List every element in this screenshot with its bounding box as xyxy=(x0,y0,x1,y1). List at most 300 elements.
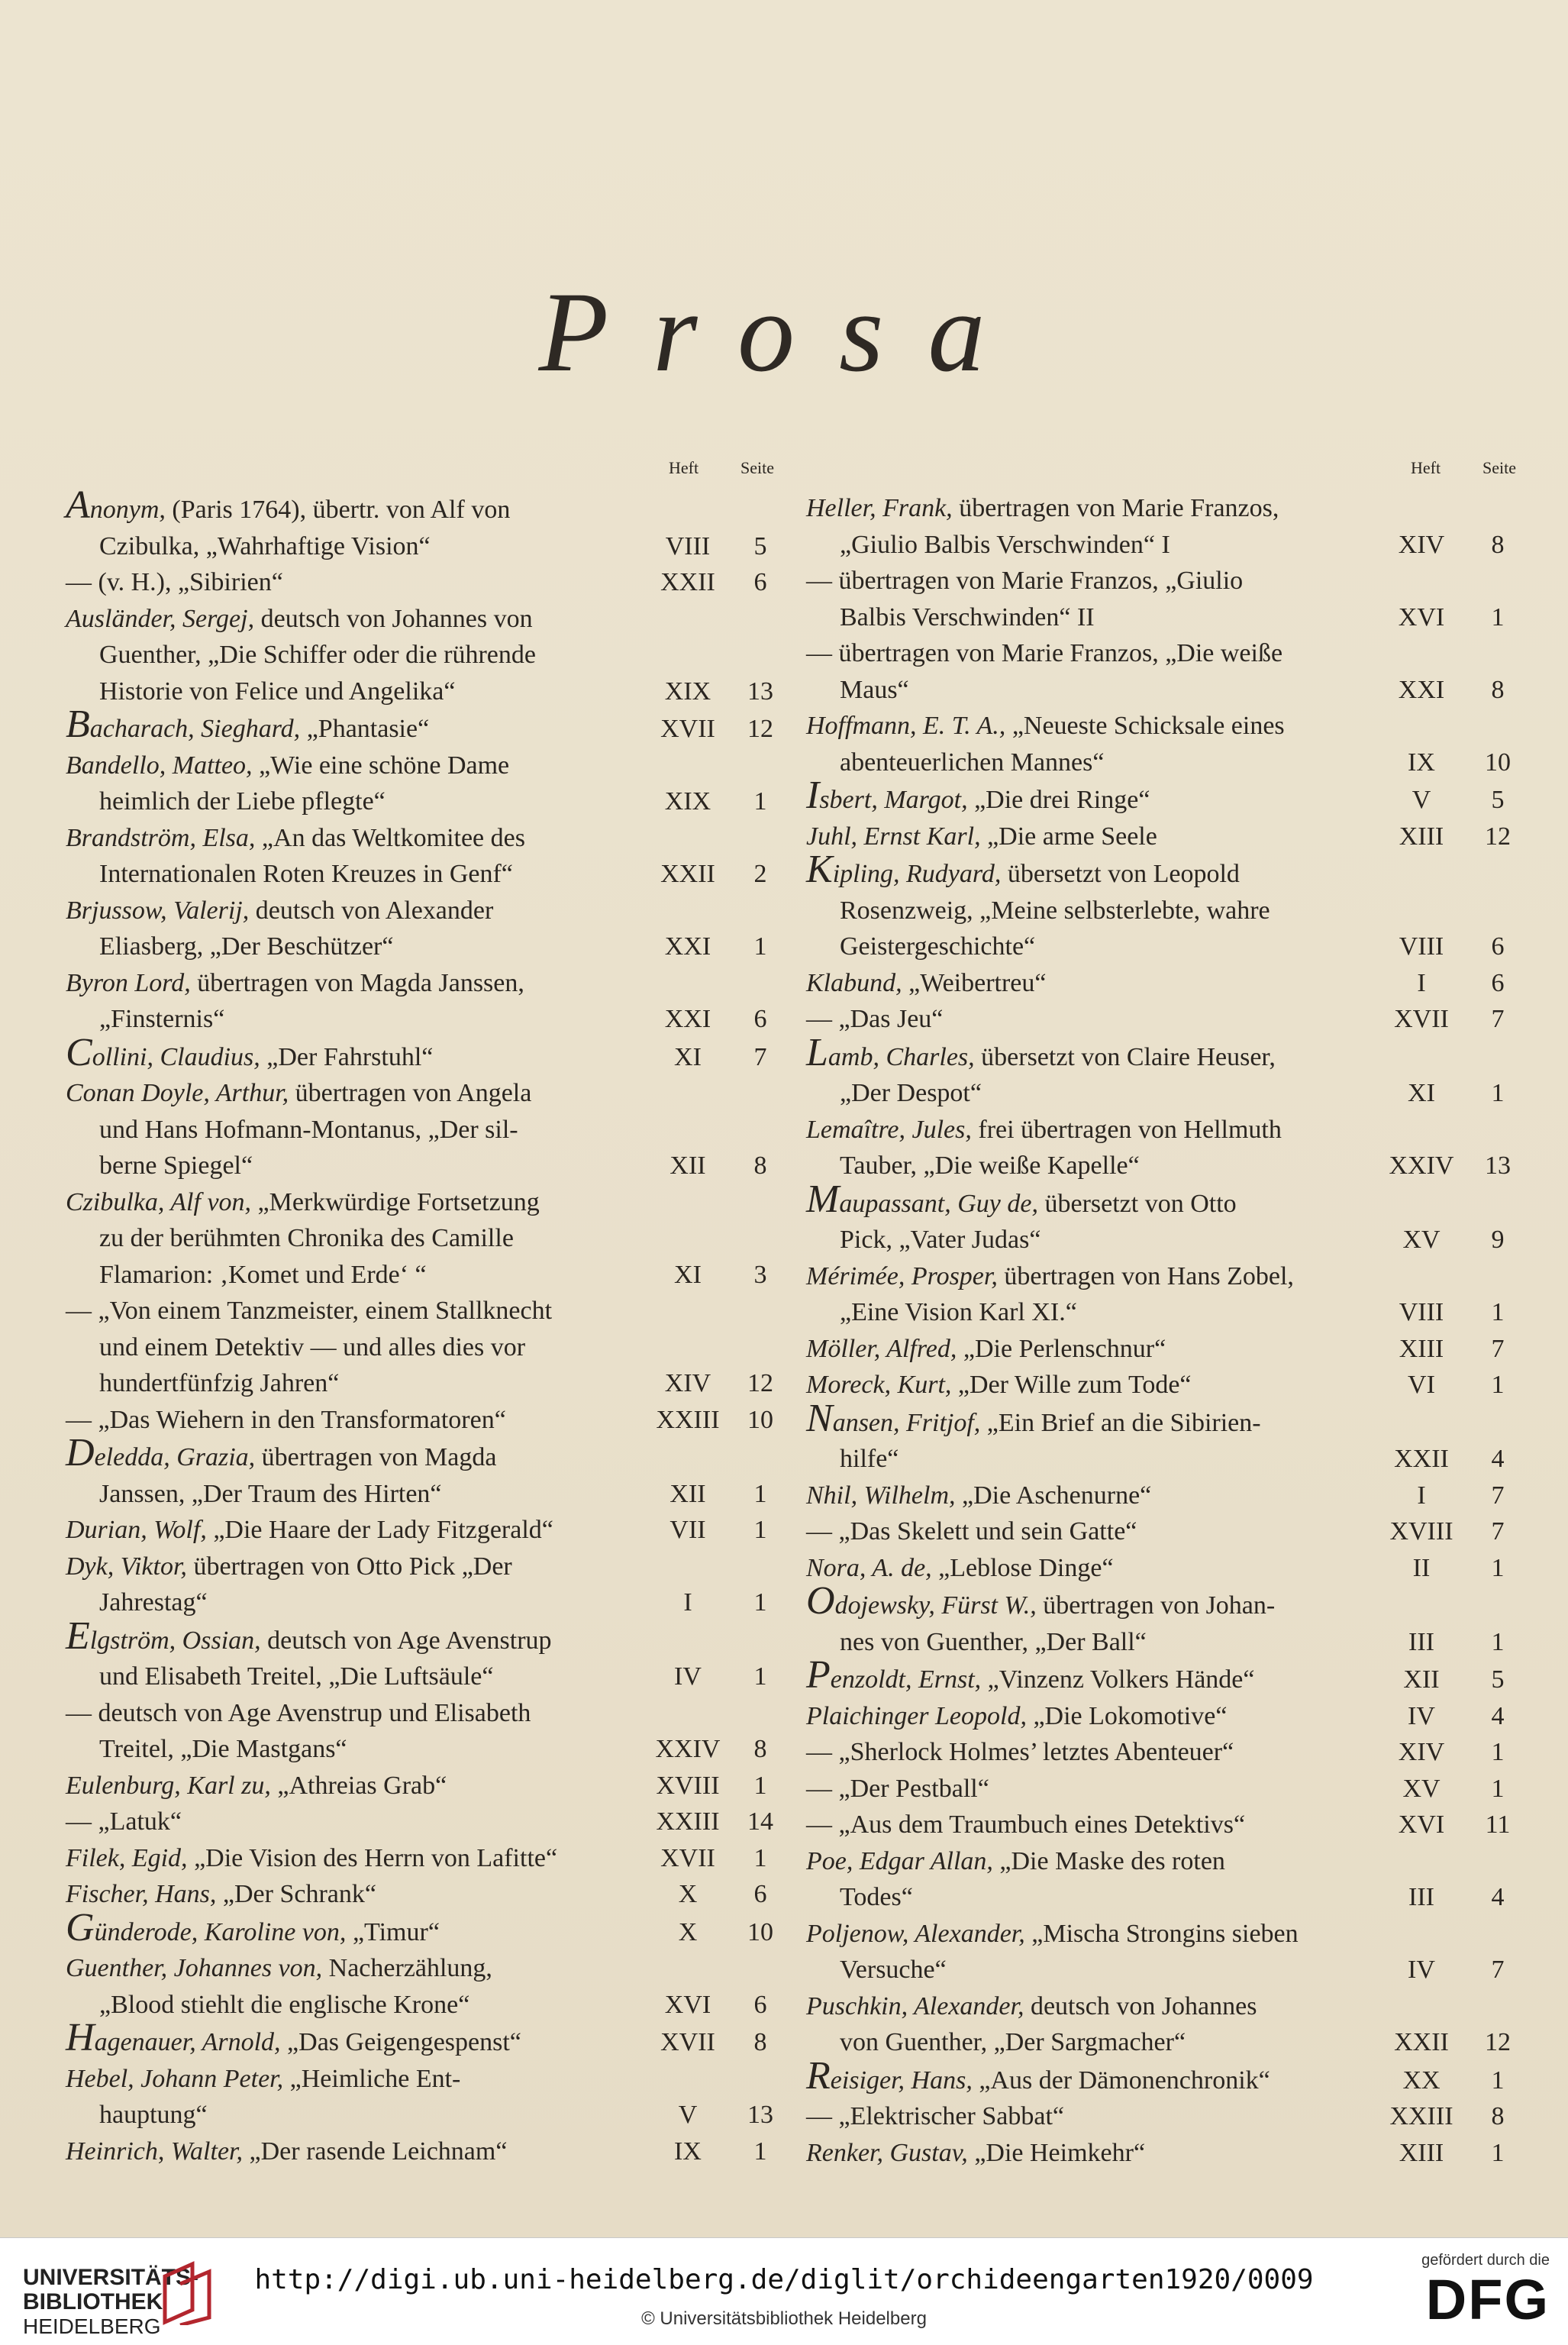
index-entry xyxy=(806,1771,1524,1807)
index-column-left xyxy=(66,458,799,2169)
heft-number: XI xyxy=(674,1042,702,1071)
index-entry xyxy=(806,1112,1524,1184)
permalink-url[interactable]: http://digi.ub.uni-heidelberg.de/diglit/orchideengarten1920/0009 xyxy=(254,2264,1314,2295)
entry-line: Guenther, „Die Schiffer oder die rührende xyxy=(99,641,536,669)
entry-line: Dyk, Viktor, übertragen von Otto Pick „Der xyxy=(66,1552,512,1581)
entry-line: — deutsch von Age Avenstrup und Elisabeth xyxy=(66,1698,531,1727)
column-header xyxy=(66,458,799,490)
heft-number: I xyxy=(1417,968,1426,997)
heft-number: XXIV xyxy=(655,1735,721,1763)
entry-line: Nhil, Wilhelm, „Die Aschenurne“ xyxy=(806,1481,1152,1510)
entry-line: Plaichinger Leopold, „Die Lokomotive“ xyxy=(806,1701,1228,1730)
entry-text xyxy=(66,703,646,748)
entry-text xyxy=(806,1177,1386,1258)
entry-line: Durian, Wolf, „Die Haare der Lady Fitzgerald“ xyxy=(66,1516,553,1544)
entry-text xyxy=(806,1478,1386,1514)
index-entry xyxy=(806,819,1524,855)
heft-number: VIII xyxy=(665,531,711,560)
page-number: 1 xyxy=(1491,2138,1505,2167)
page-number: 13 xyxy=(747,677,773,706)
heft-number: XXII xyxy=(660,860,715,888)
entry-line: Puschkin, Alexander, deutsch von Johannes xyxy=(806,1991,1257,2020)
heft-number: VIII xyxy=(1399,1298,1444,1326)
index-entry xyxy=(806,1258,1524,1331)
entry-text xyxy=(806,1653,1386,1698)
heft-number: XVI xyxy=(1398,602,1445,631)
entry-text xyxy=(66,1293,646,1402)
page-number: 1 xyxy=(1491,1774,1505,1803)
heft-header: Heft xyxy=(669,458,699,477)
page-number: 1 xyxy=(1491,1371,1505,1399)
page-number: 5 xyxy=(753,531,767,560)
page-number: 12 xyxy=(1485,822,1511,851)
entry-line: Nansen, Fritjof, „Ein Brief an die Sibirien- xyxy=(806,1396,1261,1440)
page-number: 1 xyxy=(753,2137,767,2166)
heft-number: X xyxy=(678,1880,698,1908)
index-entry xyxy=(66,1840,799,1877)
page-number: 8 xyxy=(753,1735,767,1763)
heft-number: XXII xyxy=(660,568,715,596)
entry-line: Lemaître, Jules, frei übertragen von Hellmuth xyxy=(806,1115,1282,1144)
page-number: 6 xyxy=(1491,968,1505,997)
index-entry xyxy=(66,1804,799,1840)
entry-line: Nora, A. de, „Leblose Dinge“ xyxy=(806,1553,1114,1582)
entry-text xyxy=(66,1431,646,1512)
entry-text xyxy=(66,2061,646,2133)
entry-line: Tauber, „Die weiße Kapelle“ xyxy=(840,1152,1140,1180)
page-title: Prosa xyxy=(538,269,1030,396)
entry-line: Brjussow, Valerij, deutsch von Alexander xyxy=(66,896,494,925)
entry-line: Eulenburg, Karl zu, „Athreias Grab“ xyxy=(66,1771,447,1800)
heft-number: XI xyxy=(674,1260,702,1289)
page-number: 6 xyxy=(753,1005,767,1033)
page-number: 13 xyxy=(747,2101,773,2129)
entry-line: „Giulio Balbis Verschwinden“ I xyxy=(840,530,1170,559)
index-entry xyxy=(66,1549,799,1621)
index-entry xyxy=(66,820,799,893)
index-entry xyxy=(806,1698,1524,1735)
index-entry xyxy=(66,1184,799,1294)
heft-number: IV xyxy=(674,1662,702,1691)
entry-text xyxy=(806,1367,1386,1403)
heft-number: X xyxy=(678,1917,698,1946)
entry-line: Anonym, (Paris 1764), übertr. von Alf von xyxy=(66,483,511,527)
entry-text xyxy=(806,490,1386,563)
index-entry xyxy=(806,2098,1524,2135)
heft-number: XVIII xyxy=(1389,1517,1453,1546)
copyright-notice: © Universitätsbibliothek Heidelberg xyxy=(641,2308,927,2329)
index-entry xyxy=(806,1396,1524,1478)
page-number: 10 xyxy=(1485,748,1511,777)
entry-text xyxy=(66,748,646,820)
heft-number: IV xyxy=(1408,1956,1435,1984)
entry-line: berne Spiegel“ xyxy=(99,1152,253,1180)
index-entry xyxy=(806,2053,1524,2099)
heft-number: I xyxy=(1417,1481,1426,1510)
page-number: 1 xyxy=(1491,1079,1505,1107)
entry-line: Bandello, Matteo, „Wie eine schöne Dame xyxy=(66,751,510,780)
entry-line: Hoffmann, E. T. A., „Neueste Schicksale eines xyxy=(806,712,1285,740)
entry-line: — „Elektrischer Sabbat“ xyxy=(806,2102,1064,2130)
entry-text xyxy=(66,1695,646,1768)
heft-number: VI xyxy=(1408,1371,1435,1399)
heft-number: XXII xyxy=(1394,1445,1449,1473)
page-number: 1 xyxy=(753,1479,767,1508)
dfg-logo[interactable] xyxy=(1397,2252,1550,2330)
page-number: 1 xyxy=(753,787,767,816)
page-number: 1 xyxy=(1491,1627,1505,1656)
entry-text xyxy=(66,1184,646,1294)
index-entry xyxy=(66,2016,799,2061)
entry-text xyxy=(66,564,646,601)
page-number: 1 xyxy=(753,1588,767,1617)
entry-text xyxy=(806,1734,1386,1771)
heft-number: II xyxy=(1412,1553,1431,1582)
page-number: 4 xyxy=(1491,1445,1505,1473)
page-number: 6 xyxy=(753,568,767,596)
page-number: 1 xyxy=(753,932,767,961)
heft-number: I xyxy=(683,1588,692,1617)
entry-line: Odojewsky, Fürst W., übertragen von Johan- xyxy=(806,1579,1276,1623)
index-entry xyxy=(66,1768,799,1804)
page-number: 1 xyxy=(753,1516,767,1544)
heft-number: XV xyxy=(1402,1774,1441,1803)
entry-line: Czibulka, Alf von, „Merkwürdige Fortsetzung xyxy=(66,1187,540,1216)
entry-line: Conan Doyle, Arthur, übertragen von Angela xyxy=(66,1079,532,1107)
index-entry xyxy=(806,965,1524,1002)
library-name-line2: BIBLIOTHEK xyxy=(23,2289,163,2314)
heft-number: VIII xyxy=(1399,932,1444,961)
heft-number: XIV xyxy=(1398,530,1445,559)
entry-line: Kipling, Rudyard, übersetzt von Leopold xyxy=(806,848,1240,891)
entry-text xyxy=(806,1579,1386,1660)
entry-text xyxy=(806,2053,1386,2099)
index-entry xyxy=(66,1402,799,1439)
index-entry xyxy=(66,1293,799,1402)
page-number: 12 xyxy=(747,715,773,743)
heft-number: V xyxy=(678,2101,698,2129)
entry-line: Renker, Gustav, „Die Heimkehr“ xyxy=(806,2138,1146,2167)
page-number: 7 xyxy=(1491,1334,1505,1363)
entry-text xyxy=(806,2098,1386,2135)
index-entry xyxy=(66,1950,799,2023)
entry-text xyxy=(66,2133,646,2170)
entry-line: von Guenther, „Der Sargmacher“ xyxy=(840,2028,1186,2056)
entry-line: Isbert, Margot, „Die drei Ringe“ xyxy=(806,774,1150,817)
entry-text xyxy=(66,1905,646,1951)
page-number: 4 xyxy=(1491,1883,1505,1911)
entry-line: abenteuerlichen Mannes“ xyxy=(840,748,1105,777)
entry-text xyxy=(806,848,1386,965)
entry-line: Eliasberg, „Der Beschützer“ xyxy=(99,932,394,961)
entry-line: nes von Guenther, „Der Ball“ xyxy=(840,1627,1147,1656)
index-entry xyxy=(66,601,799,710)
entry-line: Filek, Egid, „Die Vision des Herrn von Lafitte“ xyxy=(66,1843,558,1872)
heft-number: XXI xyxy=(664,932,711,961)
library-name-line3: HEIDELBERG xyxy=(23,2314,161,2338)
entry-text xyxy=(806,1988,1386,2061)
funding-note: gefördert durch die xyxy=(1421,2252,1550,2269)
entry-text xyxy=(806,1331,1386,1368)
index-entry xyxy=(806,1550,1524,1587)
page-number: 1 xyxy=(1491,2066,1505,2095)
entry-text xyxy=(66,1613,646,1695)
page-number: 1 xyxy=(1491,1553,1505,1582)
index-entry xyxy=(806,1734,1524,1771)
index-entry xyxy=(66,1075,799,1184)
index-entry xyxy=(806,848,1524,965)
index-entry xyxy=(806,2135,1524,2172)
heft-number: IX xyxy=(1408,748,1435,777)
heft-number: XXIV xyxy=(1389,1152,1454,1180)
entry-line: Lamb, Charles, übersetzt von Claire Heuser, xyxy=(806,1030,1276,1074)
index-entry xyxy=(806,1001,1524,1038)
entry-line: und Hans Hofmann-Montanus, „Der sil- xyxy=(99,1115,518,1144)
entry-line: — übertragen von Marie Franzos, „Die weiße xyxy=(806,639,1283,667)
heft-number: XVI xyxy=(1398,1810,1445,1839)
page-number: 8 xyxy=(1491,675,1505,704)
page-number: 3 xyxy=(753,1260,767,1289)
index-entry xyxy=(806,635,1524,708)
index-entry xyxy=(66,564,799,601)
entry-line: Fischer, Hans, „Der Schrank“ xyxy=(66,1880,376,1908)
heft-number: XIX xyxy=(664,787,711,816)
page-number: 10 xyxy=(747,1405,773,1434)
entry-text xyxy=(806,1916,1386,1988)
entry-line: Byron Lord, übertragen von Magda Janssen, xyxy=(66,968,524,997)
entry-line: zu der berühmten Chronika des Camille xyxy=(99,1224,514,1252)
entry-text xyxy=(806,1698,1386,1735)
page-number: 5 xyxy=(1491,1665,1505,1694)
entry-line: Moreck, Kurt, „Der Wille zum Tode“ xyxy=(806,1371,1192,1399)
entry-line: Hagenauer, Arnold, „Das Geigengespenst“ xyxy=(66,2016,521,2059)
index-entry xyxy=(806,1030,1524,1112)
entry-line: Juhl, Ernst Karl, „Die arme Seele xyxy=(806,822,1157,851)
entry-line: — „Das Jeu“ xyxy=(806,1005,944,1033)
heft-number: IX xyxy=(674,2137,702,2166)
index-entry xyxy=(806,1916,1524,1988)
entry-line: Treitel, „Die Mastgans“ xyxy=(99,1735,347,1763)
index-entry xyxy=(66,483,799,564)
heft-header: Heft xyxy=(1411,458,1441,477)
index-entry xyxy=(806,1478,1524,1514)
index-entry xyxy=(806,1513,1524,1550)
entry-text xyxy=(66,1512,646,1549)
index-entry xyxy=(66,965,799,1038)
heft-number: XXI xyxy=(1398,675,1445,704)
heft-number: XVI xyxy=(664,1990,711,2019)
heft-number: XIII xyxy=(1399,822,1444,851)
entry-text xyxy=(806,965,1386,1002)
heft-number: XVII xyxy=(660,1843,715,1872)
heft-number: XIV xyxy=(664,1369,711,1397)
entry-line: Reisiger, Hans, „Aus der Dämonenchronik“ xyxy=(806,2053,1270,2098)
page-number: 1 xyxy=(1491,602,1505,631)
page-number: 10 xyxy=(747,1917,773,1946)
heft-number: XXIII xyxy=(656,1405,720,1434)
entry-text xyxy=(806,708,1386,780)
entry-text xyxy=(806,1258,1386,1331)
entry-text xyxy=(66,820,646,893)
entry-line: „Blood stiehlt die englische Krone“ xyxy=(99,1990,470,2019)
entry-line: Möller, Alfred, „Die Perlenschnur“ xyxy=(806,1334,1166,1363)
page-number: 1 xyxy=(1491,1298,1505,1326)
entry-line: — „Der Pestball“ xyxy=(806,1774,989,1803)
entry-text xyxy=(806,1030,1386,1112)
heft-number: XII xyxy=(669,1152,706,1180)
entry-text xyxy=(66,1768,646,1804)
page-number: 2 xyxy=(753,860,767,888)
heft-number: XIII xyxy=(1399,1334,1444,1363)
entry-text xyxy=(806,819,1386,855)
library-name-line1: UNIVERSITÄTS- xyxy=(23,2265,199,2290)
entry-text xyxy=(66,965,646,1038)
index-entry xyxy=(806,708,1524,780)
entry-text xyxy=(66,483,646,564)
entry-line: Maus“ xyxy=(840,675,909,704)
index-entry xyxy=(806,1367,1524,1403)
entry-line: Jahrestag“ xyxy=(99,1588,208,1617)
entry-line: und einem Detektiv — und alles dies vor xyxy=(99,1332,526,1361)
index-entry xyxy=(806,774,1524,819)
entry-line: Penzoldt, Ernst, „Vinzenz Volkers Hände“ xyxy=(806,1653,1255,1697)
entry-line: Deledda, Grazia, übertragen von Magda xyxy=(66,1431,497,1475)
entry-line: Ausländer, Sergej, deutsch von Johannes von xyxy=(66,604,533,633)
index-entry xyxy=(66,893,799,965)
entry-text xyxy=(806,1001,1386,1038)
entry-line: Heinrich, Walter, „Der rasende Leichnam“ xyxy=(66,2137,508,2166)
heft-number: V xyxy=(1412,786,1431,814)
entry-text xyxy=(806,563,1386,635)
page-number: 7 xyxy=(1491,1956,1505,1984)
heft-number: XX xyxy=(1402,2066,1441,2095)
index-column-right xyxy=(806,458,1524,2171)
entry-text xyxy=(66,1950,646,2023)
index-entry xyxy=(66,703,799,748)
index-entry xyxy=(66,1905,799,1951)
index-entry xyxy=(66,2061,799,2133)
entry-line: — „Aus dem Traumbuch eines Detektivs“ xyxy=(806,1810,1246,1839)
heft-number: XIII xyxy=(1399,2138,1444,2167)
entry-text xyxy=(66,1402,646,1439)
page-number: 6 xyxy=(1491,932,1505,961)
entry-line: und Elisabeth Treitel, „Die Luftsäule“ xyxy=(99,1662,494,1691)
entry-line: Maupassant, Guy de, übersetzt von Otto xyxy=(806,1177,1237,1221)
entry-text xyxy=(66,2016,646,2061)
entry-line: Poe, Edgar Allan, „Die Maske des roten xyxy=(806,1846,1225,1875)
entry-line: Heller, Frank, übertragen von Marie Franzos, xyxy=(806,494,1279,522)
index-entry xyxy=(66,1695,799,1768)
entry-line: Czibulka, „Wahrhaftige Vision“ xyxy=(99,531,431,560)
heft-number: XIX xyxy=(664,677,711,706)
entry-line: Geistergeschichte“ xyxy=(840,932,1036,961)
entry-line: Flamarion: ‚Komet und Erde‘ “ xyxy=(99,1260,427,1289)
heft-number: XIV xyxy=(1398,1738,1445,1766)
page-number: 12 xyxy=(747,1369,773,1397)
index-entry xyxy=(66,1876,799,1913)
index-entry xyxy=(806,1843,1524,1916)
entry-line: — „Von einem Tanzmeister, einem Stallknecht xyxy=(66,1297,553,1325)
page-number: 6 xyxy=(753,1880,767,1908)
entry-text xyxy=(66,1549,646,1621)
heft-number: XXIII xyxy=(656,1807,720,1836)
dfg-wordmark: DFG xyxy=(1425,2268,1550,2331)
page-number: 1 xyxy=(753,1662,767,1691)
entry-text xyxy=(806,1396,1386,1478)
index-entry xyxy=(806,1653,1524,1698)
entry-text xyxy=(66,1075,646,1184)
entry-text xyxy=(806,1807,1386,1843)
heft-number: XVII xyxy=(660,715,715,743)
heft-number: IV xyxy=(1408,1701,1435,1730)
entry-line: Elgström, Ossian, deutsch von Age Avenstrup xyxy=(66,1613,552,1658)
heft-number: XVII xyxy=(660,2028,715,2056)
index-entry xyxy=(66,748,799,820)
index-entry xyxy=(806,1331,1524,1368)
index-entry xyxy=(806,563,1524,635)
entry-line: „Der Despot“ xyxy=(840,1079,982,1107)
entry-line: Guenther, Johannes von, Nacherzählung, xyxy=(66,1954,492,1982)
entry-text xyxy=(66,893,646,965)
entry-line: Versuche“ xyxy=(840,1956,947,1984)
heft-number: III xyxy=(1408,1627,1434,1656)
page-number: 5 xyxy=(1491,786,1505,814)
index-entry xyxy=(806,1988,1524,2061)
page-number: 8 xyxy=(1491,2102,1505,2130)
entry-line: Bacharach, Sieghard, „Phantasie“ xyxy=(66,703,430,746)
entry-line: Balbis Verschwinden“ II xyxy=(840,602,1095,631)
index-entry xyxy=(806,1579,1524,1660)
entry-text xyxy=(806,1112,1386,1184)
entry-text xyxy=(806,1550,1386,1587)
entry-line: hauptung“ xyxy=(99,2101,208,2129)
page-number: 4 xyxy=(1491,1701,1505,1730)
page-number: 1 xyxy=(753,1771,767,1800)
entry-line: — „Das Skelett und sein Gatte“ xyxy=(806,1517,1137,1546)
page-number: 11 xyxy=(1485,1810,1511,1839)
entry-text xyxy=(66,1030,646,1076)
page-number: 8 xyxy=(753,1152,767,1180)
index-entry xyxy=(66,1613,799,1695)
page-number: 7 xyxy=(753,1042,767,1071)
page-number: 7 xyxy=(1491,1481,1505,1510)
heft-number: XI xyxy=(1408,1079,1435,1107)
page-number: 13 xyxy=(1485,1152,1511,1180)
page-number: 6 xyxy=(753,1990,767,2019)
entry-text xyxy=(806,2135,1386,2172)
entry-text xyxy=(806,635,1386,708)
entry-line: heimlich der Liebe pflegte“ xyxy=(99,787,386,816)
page-number: 8 xyxy=(753,2028,767,2056)
entry-line: Brandström, Elsa, „An das Weltkomitee des xyxy=(66,823,525,852)
entry-line: Hebel, Johann Peter, „Heimliche Ent- xyxy=(66,2064,461,2093)
entry-line: Internationalen Roten Kreuzes in Genf“ xyxy=(99,860,513,888)
entry-list-left xyxy=(66,483,799,2169)
index-entry xyxy=(806,1177,1524,1258)
entry-line: Collini, Claudius, „Der Fahrstuhl“ xyxy=(66,1030,434,1074)
page-number: 1 xyxy=(753,1843,767,1872)
page-number: 1 xyxy=(1491,1738,1505,1766)
page-number: 12 xyxy=(1485,2028,1511,2056)
seite-header: Seite xyxy=(740,458,774,477)
heft-number: III xyxy=(1408,1883,1434,1911)
entry-line: „Eine Vision Karl XI.“ xyxy=(840,1298,1077,1326)
entry-line: Pick, „Vater Judas“ xyxy=(840,1226,1041,1254)
entry-text xyxy=(66,1804,646,1840)
entry-line: — übertragen von Marie Franzos, „Giulio xyxy=(806,567,1244,595)
index-entry xyxy=(66,2133,799,2170)
digitization-footer xyxy=(0,2237,1568,2345)
